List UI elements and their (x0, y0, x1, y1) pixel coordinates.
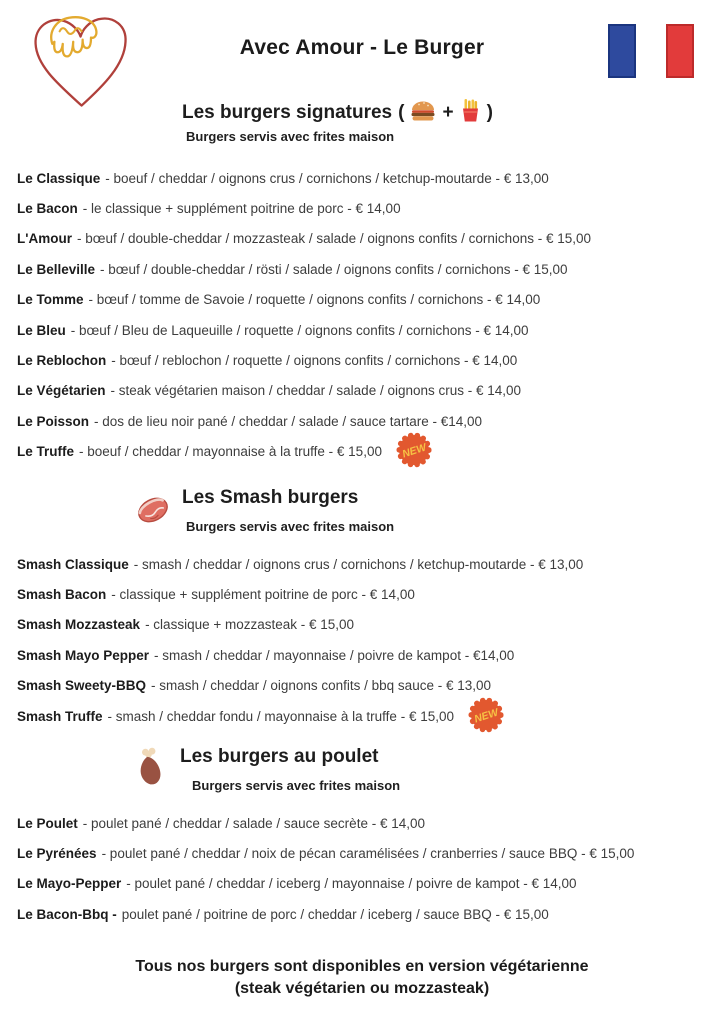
menu-item-desc: - bœuf / reblochon / roquette / oignons confits / cornichons - € 14,00 (111, 353, 518, 369)
menu-item-name: Le Belleville (17, 261, 96, 277)
menu-item-desc: - dos de lieu noir pané / cheddar / salade / sauce tartare - €14,00 (94, 413, 483, 429)
menu-item-name: Le Poisson (17, 413, 90, 429)
menu-item-name: Le Mayo-Pepper (17, 876, 122, 892)
burger-icon (410, 99, 436, 127)
menu-item (17, 254, 591, 284)
footer-line-1: Tous nos burgers sont disponibles en version végétarienne (135, 958, 589, 975)
french-flag-icon (608, 24, 694, 78)
menu-item-name: L'Amour (17, 231, 72, 247)
menu-item (17, 376, 591, 406)
menu-item-name: Le Bacon (17, 201, 78, 217)
menu-item (17, 406, 591, 436)
menu-item-desc: - boeuf / cheddar / mayonnaise à la truffe - € 15,00 (79, 444, 382, 460)
chicken-leg-icon (131, 746, 167, 793)
fries-icon (460, 98, 481, 128)
menu-item-desc: - bœuf / tomme de Savoie / roquette / oignons confits / cornichons - € 14,00 (88, 292, 541, 308)
page-title: Avec Amour - Le Burger (239, 36, 485, 59)
menu-item-name: Le Végétarien (17, 383, 106, 399)
new-badge-label: NEW (472, 706, 500, 726)
menu-item (17, 640, 583, 670)
menu-item-name: Le Reblochon (17, 353, 107, 369)
menu-item-desc: - smash / cheddar / mayonnaise / poivre de kampot - €14,00 (154, 647, 515, 663)
menu-item (17, 193, 591, 223)
section-smash-heading (182, 487, 358, 509)
menu-item (17, 285, 591, 315)
flag-blue-stripe (608, 24, 636, 78)
menu-item-desc: - bœuf / double-cheddar / mozzasteak / salade / oignons confits / cornichons - € 15,00 (76, 231, 591, 247)
menu-item (17, 899, 634, 929)
menu-item (17, 808, 634, 838)
footer-line-2: (steak végétarien ou mozzasteak) (234, 980, 490, 997)
menu-item-desc: poulet pané / poitrine de porc / cheddar / iceberg / sauce BBQ - € 15,00 (121, 906, 549, 922)
menu-item (17, 437, 591, 467)
menu-item-name: Smash Truffe (17, 708, 103, 724)
section-signatures-heading (182, 98, 493, 128)
signatures-item-list (17, 163, 591, 467)
menu-item (17, 345, 591, 375)
menu-item-desc: - classique + mozzasteak - € 15,00 (145, 617, 355, 633)
new-badge (466, 695, 506, 738)
menu-item-name: Le Bleu (17, 322, 66, 338)
menu-item-desc: - smash / cheddar / oignons confits / bbq sauce - € 13,00 (151, 678, 491, 694)
flag-red-stripe (666, 24, 694, 78)
menu-item-desc: - poulet pané / cheddar / noix de pécan caramélisées / cranberries / sauce BBQ - € 15,00 (101, 846, 635, 862)
paren-close-label: ) (486, 102, 493, 123)
new-badge (394, 430, 434, 473)
flag-white-stripe (639, 24, 663, 78)
section-title: Les Smash burgers (182, 487, 359, 508)
menu-item-desc: - smash / cheddar / oignons crus / cornichons / ketchup-moutarde - € 13,00 (133, 556, 584, 572)
menu-item-name: Smash Mozzasteak (17, 617, 141, 633)
menu-item-name: Le Tomme (17, 292, 84, 308)
menu-item-name: Smash Classique (17, 556, 129, 572)
menu-item-name: Smash Sweety-BBQ (17, 678, 147, 694)
menu-item (17, 869, 634, 899)
section-subtitle: Burgers servis avec frites maison (186, 519, 395, 534)
menu-item (17, 549, 583, 579)
heart-logo-icon (22, 6, 137, 116)
section-subtitle: Burgers servis avec frites maison (192, 778, 401, 793)
menu-item-desc: - classique + supplément poitrine de porc - € 14,00 (111, 587, 415, 603)
menu-item-desc: - smash / cheddar fondu / mayonnaise à la truffe - € 15,00 (107, 708, 454, 724)
menu-item (17, 610, 583, 640)
plus-label: + (442, 102, 454, 123)
menu-item-desc: - poulet pané / cheddar / iceberg / mayonnaise / poivre de kampot - € 14,00 (126, 876, 577, 892)
paren-open-label: ( (398, 102, 405, 123)
section-poulet-heading (180, 746, 378, 768)
menu-item-desc: - bœuf / Bleu de Laqueuille / roquette / oignons confits / cornichons - € 14,00 (70, 322, 529, 338)
menu-item-name: Le Bacon-Bbq - (17, 906, 117, 922)
poulet-item-list (17, 808, 634, 930)
menu-item-name: Le Classique (17, 170, 101, 186)
menu-item (17, 224, 591, 254)
smash-item-list (17, 549, 583, 731)
menu-item (17, 579, 583, 609)
menu-item-name: Smash Mayo Pepper (17, 647, 150, 663)
menu-item-name: Le Truffe (17, 444, 75, 460)
menu-item-desc: - steak végétarien maison / cheddar / salade / oignons crus - € 14,00 (110, 383, 522, 399)
section-title: Les burgers au poulet (180, 746, 379, 767)
menu-item-desc: - boeuf / cheddar / oignons crus / cornichons / ketchup-moutarde - € 13,00 (105, 170, 549, 186)
footer-note (0, 956, 724, 1000)
menu-item-name: Le Poulet (17, 815, 78, 831)
steak-icon (134, 490, 172, 535)
section-subtitle: Burgers servis avec frites maison (186, 129, 395, 144)
section-title: Les burgers signatures (182, 102, 393, 123)
menu-item (17, 163, 591, 193)
new-badge-label: NEW (400, 441, 428, 461)
menu-item-name: Le Pyrénées (17, 846, 97, 862)
menu-item-name: Smash Bacon (17, 587, 107, 603)
menu-item-desc: - le classique + supplément poitrine de porc - € 14,00 (82, 201, 401, 217)
menu-item (17, 838, 634, 868)
menu-item-desc: - poulet pané / cheddar / salade / sauce secrète - € 14,00 (82, 815, 425, 831)
menu-item (17, 315, 591, 345)
menu-item-desc: - bœuf / double-cheddar / rösti / salade / oignons confits / cornichons - € 15,00 (100, 261, 568, 277)
menu-item (17, 701, 583, 731)
